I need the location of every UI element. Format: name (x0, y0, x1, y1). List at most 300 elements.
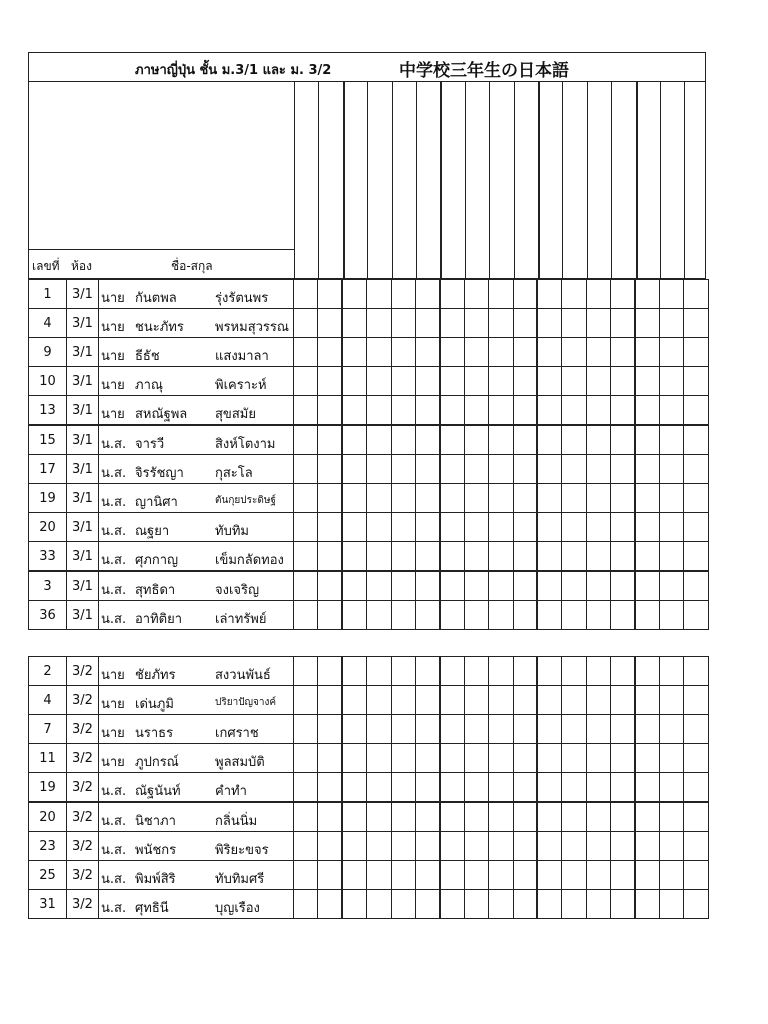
mark-cell[interactable] (537, 338, 561, 367)
mark-cell[interactable] (513, 484, 537, 513)
mark-cell[interactable] (489, 601, 513, 630)
mark-cell[interactable] (294, 425, 318, 455)
mark-cell[interactable] (440, 542, 464, 572)
mark-cell[interactable] (562, 861, 586, 890)
mark-cell[interactable] (342, 367, 366, 396)
mark-cell[interactable] (611, 513, 635, 542)
mark-cell[interactable] (684, 832, 708, 861)
mark-cell[interactable] (415, 455, 439, 484)
mark-cell[interactable] (537, 280, 561, 309)
mark-cell[interactable] (611, 367, 635, 396)
mark-cell[interactable] (659, 309, 683, 338)
mark-cell[interactable] (367, 309, 391, 338)
mark-cell[interactable] (440, 484, 464, 513)
mark-cell[interactable] (562, 601, 586, 630)
mark-cell[interactable] (415, 542, 439, 572)
mark-cell[interactable] (342, 715, 366, 744)
mark-cell[interactable] (342, 744, 366, 773)
mark-cell[interactable] (659, 571, 683, 601)
mark-cell[interactable] (489, 484, 513, 513)
mark-cell[interactable] (367, 455, 391, 484)
mark-cell[interactable] (659, 338, 683, 367)
mark-cell[interactable] (659, 396, 683, 426)
mark-cell[interactable] (464, 396, 488, 426)
mark-cell[interactable] (635, 425, 659, 455)
mark-cell[interactable] (513, 890, 537, 919)
mark-cell[interactable] (586, 744, 610, 773)
mark-cell[interactable] (537, 890, 561, 919)
mark-cell[interactable] (586, 571, 610, 601)
mark-cell[interactable] (391, 715, 415, 744)
mark-cell[interactable] (562, 802, 586, 832)
mark-cell[interactable] (318, 425, 342, 455)
mark-cell[interactable] (635, 657, 659, 686)
mark-cell[interactable] (513, 309, 537, 338)
mark-cell[interactable] (684, 542, 708, 572)
mark-cell[interactable] (391, 513, 415, 542)
mark-cell[interactable] (537, 309, 561, 338)
mark-cell[interactable] (659, 601, 683, 630)
mark-cell[interactable] (489, 542, 513, 572)
mark-cell[interactable] (391, 396, 415, 426)
mark-cell[interactable] (440, 601, 464, 630)
mark-cell[interactable] (537, 861, 561, 890)
mark-cell[interactable] (586, 367, 610, 396)
mark-cell[interactable] (415, 832, 439, 861)
mark-cell[interactable] (415, 396, 439, 426)
mark-cell[interactable] (367, 396, 391, 426)
mark-cell[interactable] (367, 425, 391, 455)
mark-cell[interactable] (635, 601, 659, 630)
mark-cell[interactable] (611, 280, 635, 309)
mark-cell[interactable] (659, 513, 683, 542)
mark-cell[interactable] (342, 802, 366, 832)
mark-cell[interactable] (440, 367, 464, 396)
mark-cell[interactable] (537, 455, 561, 484)
mark-cell[interactable] (537, 367, 561, 396)
mark-cell[interactable] (586, 513, 610, 542)
mark-cell[interactable] (684, 338, 708, 367)
mark-cell[interactable] (367, 571, 391, 601)
mark-cell[interactable] (342, 338, 366, 367)
mark-cell[interactable] (342, 601, 366, 630)
mark-cell[interactable] (562, 832, 586, 861)
mark-cell[interactable] (367, 802, 391, 832)
mark-cell[interactable] (489, 715, 513, 744)
mark-cell[interactable] (537, 542, 561, 572)
mark-cell[interactable] (489, 425, 513, 455)
mark-cell[interactable] (294, 861, 318, 890)
mark-cell[interactable] (635, 338, 659, 367)
mark-cell[interactable] (391, 280, 415, 309)
mark-cell[interactable] (415, 773, 439, 803)
mark-cell[interactable] (537, 744, 561, 773)
mark-cell[interactable] (391, 367, 415, 396)
mark-cell[interactable] (684, 309, 708, 338)
mark-cell[interactable] (415, 890, 439, 919)
mark-cell[interactable] (391, 657, 415, 686)
mark-cell[interactable] (537, 832, 561, 861)
mark-cell[interactable] (464, 773, 488, 803)
mark-cell[interactable] (635, 367, 659, 396)
mark-cell[interactable] (635, 396, 659, 426)
mark-cell[interactable] (415, 513, 439, 542)
mark-cell[interactable] (611, 890, 635, 919)
mark-cell[interactable] (659, 686, 683, 715)
mark-cell[interactable] (537, 484, 561, 513)
mark-cell[interactable] (635, 484, 659, 513)
mark-cell[interactable] (415, 686, 439, 715)
mark-cell[interactable] (684, 280, 708, 309)
mark-cell[interactable] (342, 686, 366, 715)
mark-cell[interactable] (342, 280, 366, 309)
mark-cell[interactable] (464, 280, 488, 309)
mark-cell[interactable] (342, 773, 366, 803)
mark-cell[interactable] (464, 484, 488, 513)
mark-cell[interactable] (294, 601, 318, 630)
mark-cell[interactable] (342, 455, 366, 484)
mark-cell[interactable] (415, 338, 439, 367)
mark-cell[interactable] (611, 455, 635, 484)
mark-cell[interactable] (489, 657, 513, 686)
mark-cell[interactable] (342, 861, 366, 890)
mark-cell[interactable] (440, 744, 464, 773)
mark-cell[interactable] (464, 338, 488, 367)
mark-cell[interactable] (342, 513, 366, 542)
mark-cell[interactable] (489, 802, 513, 832)
mark-cell[interactable] (391, 802, 415, 832)
mark-cell[interactable] (562, 309, 586, 338)
mark-cell[interactable] (611, 657, 635, 686)
mark-cell[interactable] (684, 601, 708, 630)
mark-cell[interactable] (464, 832, 488, 861)
mark-cell[interactable] (635, 744, 659, 773)
mark-cell[interactable] (635, 686, 659, 715)
mark-cell[interactable] (367, 280, 391, 309)
mark-cell[interactable] (294, 571, 318, 601)
mark-cell[interactable] (391, 686, 415, 715)
mark-cell[interactable] (318, 309, 342, 338)
mark-cell[interactable] (684, 455, 708, 484)
mark-cell[interactable] (635, 890, 659, 919)
mark-cell[interactable] (318, 861, 342, 890)
mark-cell[interactable] (342, 542, 366, 572)
mark-cell[interactable] (513, 802, 537, 832)
mark-cell[interactable] (415, 367, 439, 396)
mark-cell[interactable] (318, 484, 342, 513)
mark-cell[interactable] (294, 744, 318, 773)
mark-cell[interactable] (489, 455, 513, 484)
mark-cell[interactable] (367, 601, 391, 630)
mark-cell[interactable] (294, 455, 318, 484)
mark-cell[interactable] (415, 571, 439, 601)
mark-cell[interactable] (635, 280, 659, 309)
mark-cell[interactable] (318, 280, 342, 309)
mark-cell[interactable] (489, 686, 513, 715)
mark-cell[interactable] (464, 657, 488, 686)
mark-cell[interactable] (635, 309, 659, 338)
mark-cell[interactable] (367, 513, 391, 542)
mark-cell[interactable] (489, 744, 513, 773)
mark-cell[interactable] (659, 657, 683, 686)
mark-cell[interactable] (294, 832, 318, 861)
mark-cell[interactable] (294, 280, 318, 309)
mark-cell[interactable] (562, 338, 586, 367)
mark-cell[interactable] (318, 542, 342, 572)
mark-cell[interactable] (659, 455, 683, 484)
mark-cell[interactable] (513, 744, 537, 773)
mark-cell[interactable] (684, 861, 708, 890)
mark-cell[interactable] (318, 715, 342, 744)
mark-cell[interactable] (294, 542, 318, 572)
mark-cell[interactable] (611, 571, 635, 601)
mark-cell[interactable] (611, 744, 635, 773)
mark-cell[interactable] (635, 715, 659, 744)
mark-cell[interactable] (415, 802, 439, 832)
mark-cell[interactable] (586, 455, 610, 484)
mark-cell[interactable] (294, 338, 318, 367)
mark-cell[interactable] (537, 396, 561, 426)
mark-cell[interactable] (659, 367, 683, 396)
mark-cell[interactable] (391, 773, 415, 803)
mark-cell[interactable] (489, 513, 513, 542)
mark-cell[interactable] (294, 773, 318, 803)
mark-cell[interactable] (440, 686, 464, 715)
mark-cell[interactable] (367, 744, 391, 773)
mark-cell[interactable] (586, 802, 610, 832)
mark-cell[interactable] (562, 425, 586, 455)
mark-cell[interactable] (415, 861, 439, 890)
mark-cell[interactable] (318, 890, 342, 919)
mark-cell[interactable] (635, 773, 659, 803)
mark-cell[interactable] (586, 309, 610, 338)
mark-cell[interactable] (586, 425, 610, 455)
mark-cell[interactable] (635, 455, 659, 484)
mark-cell[interactable] (415, 425, 439, 455)
mark-cell[interactable] (391, 309, 415, 338)
mark-cell[interactable] (342, 425, 366, 455)
mark-cell[interactable] (659, 715, 683, 744)
mark-cell[interactable] (294, 802, 318, 832)
mark-cell[interactable] (562, 744, 586, 773)
mark-cell[interactable] (440, 715, 464, 744)
mark-cell[interactable] (684, 715, 708, 744)
mark-cell[interactable] (586, 861, 610, 890)
mark-cell[interactable] (391, 338, 415, 367)
mark-cell[interactable] (537, 425, 561, 455)
mark-cell[interactable] (562, 367, 586, 396)
mark-cell[interactable] (611, 861, 635, 890)
mark-cell[interactable] (294, 686, 318, 715)
mark-cell[interactable] (562, 542, 586, 572)
mark-cell[interactable] (294, 513, 318, 542)
mark-cell[interactable] (440, 773, 464, 803)
mark-cell[interactable] (440, 861, 464, 890)
mark-cell[interactable] (513, 861, 537, 890)
mark-cell[interactable] (318, 455, 342, 484)
mark-cell[interactable] (562, 455, 586, 484)
mark-cell[interactable] (513, 455, 537, 484)
mark-cell[interactable] (294, 396, 318, 426)
mark-cell[interactable] (391, 425, 415, 455)
mark-cell[interactable] (367, 686, 391, 715)
mark-cell[interactable] (367, 657, 391, 686)
mark-cell[interactable] (684, 484, 708, 513)
mark-cell[interactable] (294, 657, 318, 686)
mark-cell[interactable] (513, 338, 537, 367)
mark-cell[interactable] (391, 484, 415, 513)
mark-cell[interactable] (367, 484, 391, 513)
mark-cell[interactable] (415, 280, 439, 309)
mark-cell[interactable] (513, 367, 537, 396)
mark-cell[interactable] (659, 484, 683, 513)
mark-cell[interactable] (513, 542, 537, 572)
mark-cell[interactable] (635, 542, 659, 572)
mark-cell[interactable] (440, 802, 464, 832)
mark-cell[interactable] (464, 571, 488, 601)
mark-cell[interactable] (513, 601, 537, 630)
mark-cell[interactable] (513, 425, 537, 455)
mark-cell[interactable] (391, 861, 415, 890)
mark-cell[interactable] (562, 773, 586, 803)
mark-cell[interactable] (489, 367, 513, 396)
mark-cell[interactable] (611, 832, 635, 861)
mark-cell[interactable] (562, 686, 586, 715)
mark-cell[interactable] (318, 396, 342, 426)
mark-cell[interactable] (562, 484, 586, 513)
mark-cell[interactable] (684, 890, 708, 919)
mark-cell[interactable] (367, 715, 391, 744)
mark-cell[interactable] (464, 309, 488, 338)
mark-cell[interactable] (464, 425, 488, 455)
mark-cell[interactable] (342, 657, 366, 686)
mark-cell[interactable] (318, 657, 342, 686)
mark-cell[interactable] (586, 715, 610, 744)
mark-cell[interactable] (537, 773, 561, 803)
mark-cell[interactable] (684, 773, 708, 803)
mark-cell[interactable] (684, 396, 708, 426)
mark-cell[interactable] (635, 802, 659, 832)
mark-cell[interactable] (391, 571, 415, 601)
mark-cell[interactable] (562, 513, 586, 542)
mark-cell[interactable] (415, 744, 439, 773)
mark-cell[interactable] (489, 890, 513, 919)
mark-cell[interactable] (586, 773, 610, 803)
mark-cell[interactable] (537, 686, 561, 715)
mark-cell[interactable] (294, 715, 318, 744)
mark-cell[interactable] (611, 773, 635, 803)
mark-cell[interactable] (391, 890, 415, 919)
mark-cell[interactable] (635, 571, 659, 601)
mark-cell[interactable] (684, 744, 708, 773)
mark-cell[interactable] (562, 280, 586, 309)
mark-cell[interactable] (635, 861, 659, 890)
mark-cell[interactable] (415, 657, 439, 686)
mark-cell[interactable] (440, 571, 464, 601)
mark-cell[interactable] (659, 744, 683, 773)
mark-cell[interactable] (318, 686, 342, 715)
mark-cell[interactable] (586, 832, 610, 861)
mark-cell[interactable] (367, 367, 391, 396)
mark-cell[interactable] (318, 338, 342, 367)
mark-cell[interactable] (464, 513, 488, 542)
mark-cell[interactable] (586, 657, 610, 686)
mark-cell[interactable] (440, 832, 464, 861)
mark-cell[interactable] (464, 861, 488, 890)
mark-cell[interactable] (659, 861, 683, 890)
mark-cell[interactable] (391, 601, 415, 630)
mark-cell[interactable] (684, 686, 708, 715)
mark-cell[interactable] (489, 280, 513, 309)
mark-cell[interactable] (464, 715, 488, 744)
mark-cell[interactable] (294, 309, 318, 338)
mark-cell[interactable] (464, 802, 488, 832)
mark-cell[interactable] (367, 890, 391, 919)
mark-cell[interactable] (464, 744, 488, 773)
mark-cell[interactable] (611, 309, 635, 338)
mark-cell[interactable] (611, 484, 635, 513)
mark-cell[interactable] (318, 773, 342, 803)
mark-cell[interactable] (367, 773, 391, 803)
mark-cell[interactable] (611, 686, 635, 715)
mark-cell[interactable] (611, 601, 635, 630)
mark-cell[interactable] (489, 396, 513, 426)
mark-cell[interactable] (611, 715, 635, 744)
mark-cell[interactable] (586, 601, 610, 630)
mark-cell[interactable] (294, 890, 318, 919)
mark-cell[interactable] (318, 744, 342, 773)
mark-cell[interactable] (464, 890, 488, 919)
mark-cell[interactable] (537, 802, 561, 832)
mark-cell[interactable] (342, 890, 366, 919)
mark-cell[interactable] (489, 309, 513, 338)
mark-cell[interactable] (391, 832, 415, 861)
mark-cell[interactable] (440, 280, 464, 309)
mark-cell[interactable] (415, 484, 439, 513)
mark-cell[interactable] (440, 396, 464, 426)
mark-cell[interactable] (342, 571, 366, 601)
mark-cell[interactable] (611, 425, 635, 455)
mark-cell[interactable] (367, 861, 391, 890)
mark-cell[interactable] (489, 832, 513, 861)
mark-cell[interactable] (562, 715, 586, 744)
mark-cell[interactable] (537, 601, 561, 630)
mark-cell[interactable] (537, 571, 561, 601)
mark-cell[interactable] (659, 832, 683, 861)
mark-cell[interactable] (659, 425, 683, 455)
mark-cell[interactable] (318, 513, 342, 542)
mark-cell[interactable] (659, 773, 683, 803)
mark-cell[interactable] (367, 832, 391, 861)
mark-cell[interactable] (513, 396, 537, 426)
mark-cell[interactable] (586, 396, 610, 426)
mark-cell[interactable] (513, 773, 537, 803)
mark-cell[interactable] (342, 484, 366, 513)
mark-cell[interactable] (513, 715, 537, 744)
mark-cell[interactable] (489, 338, 513, 367)
mark-cell[interactable] (318, 832, 342, 861)
mark-cell[interactable] (440, 309, 464, 338)
mark-cell[interactable] (415, 309, 439, 338)
mark-cell[interactable] (318, 601, 342, 630)
mark-cell[interactable] (464, 601, 488, 630)
mark-cell[interactable] (635, 513, 659, 542)
mark-cell[interactable] (513, 657, 537, 686)
mark-cell[interactable] (391, 744, 415, 773)
mark-cell[interactable] (562, 396, 586, 426)
mark-cell[interactable] (391, 455, 415, 484)
mark-cell[interactable] (611, 396, 635, 426)
